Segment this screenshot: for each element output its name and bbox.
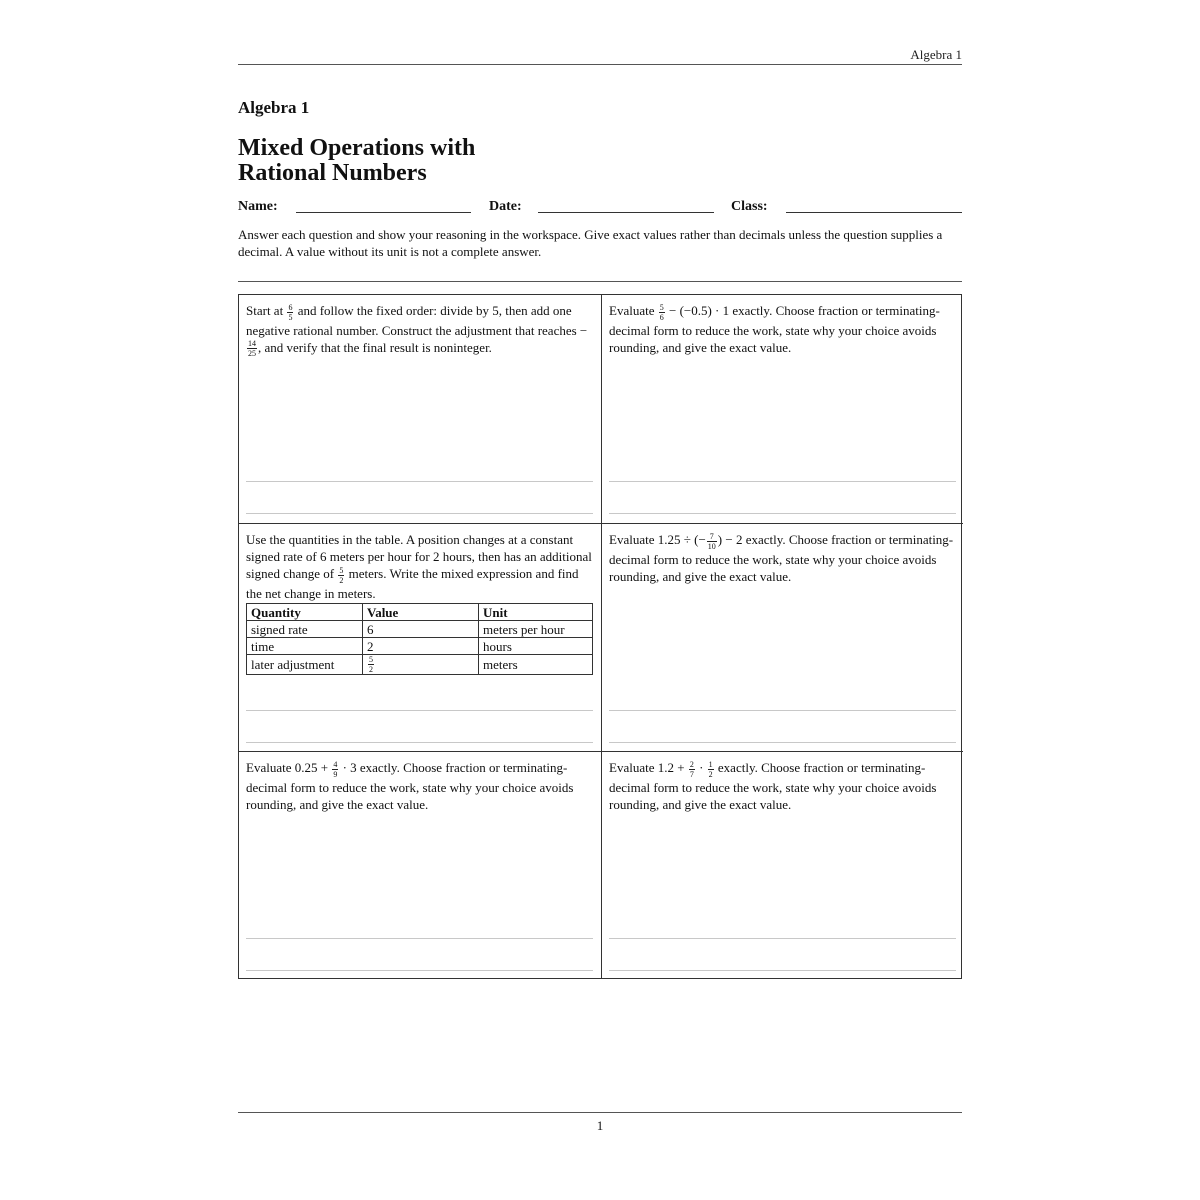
prompt-text: Evaluate [609,303,658,318]
question-cell-6 [601,751,963,979]
fraction-denominator: 9 [333,769,338,779]
prompt-text: ) − 2 exactly. Choose fraction or terminating-decimal form to reduce the work, state why your choice avoids rounding, and give the exact value. [609,532,954,584]
cell-quantity: signed rate [247,621,363,638]
prompt-text: Evaluate 1.2 + [609,760,688,775]
question-prompt-4 [609,531,957,585]
fraction-numerator: 14 [248,339,256,349]
prompt-text: · [695,760,707,775]
cell-quantity: time [247,638,363,655]
name-label: Name: [238,199,278,214]
table-row [247,655,593,675]
date-label: Date: [489,199,522,214]
fraction [689,760,695,779]
footer-rule [238,1112,962,1113]
answer-line[interactable] [246,513,593,514]
answer-line[interactable] [609,970,956,971]
fraction-numerator: 1 [708,759,713,769]
header-rule [238,64,962,65]
quantity-table [246,603,593,675]
fraction-denominator: 7 [689,769,694,779]
answer-line[interactable] [609,481,956,482]
prompt-text: meters. Write the mixed expression and find the net change in meters. [246,566,579,601]
question-prompt-2 [609,302,957,356]
fraction [332,760,338,779]
cell-unit: meters [479,655,593,675]
fraction-numerator: 7 [707,532,717,542]
table-row [247,621,593,638]
instructions: Answer each question and show your reasoning in the workspace. Give exact values rather than decimals unless the question supplies a decimal. A value without its unit is not a complete answer. [238,227,943,259]
prompt-text: − (−0.5) · 1 exactly. Choose fraction or terminating-decimal form to reduce the work, state why your choice avoids rounding, and give the exact value. [609,303,940,355]
table-row [247,638,593,655]
section-rule [238,281,962,282]
question-cell-5 [239,751,601,979]
cell-value: 2 [363,638,479,655]
table-header-row [247,604,593,621]
answer-line[interactable] [609,513,956,514]
prompt-text: exactly. Choose fraction or terminating-decimal form to reduce the work, state why your choice avoids rounding, and give the exact value. [609,760,937,812]
fraction-denominator: 5 [288,312,293,322]
name-field[interactable] [296,212,471,213]
fraction-denominator: 25 [248,349,256,359]
cell-unit: hours [479,638,593,655]
question-prompt-6 [609,759,957,813]
prompt-text: Evaluate 1.25 ÷ (− [609,532,706,547]
fraction [338,566,344,585]
fraction-denominator: 10 [707,541,716,551]
answer-line[interactable] [246,481,593,482]
fraction [707,532,717,551]
fraction-denominator: 2 [369,665,373,674]
fraction [287,303,293,322]
fraction-numerator: 6 [288,302,293,312]
fraction-numerator: 2 [689,759,694,769]
fraction-denominator: 2 [708,769,713,779]
question-cell-1 [239,295,601,523]
answer-line[interactable] [246,710,593,711]
question-prompt-3 [246,531,594,602]
question-grid [238,294,962,979]
fraction [659,303,665,322]
answer-line[interactable] [609,710,956,711]
running-head: Algebra 1 [910,47,962,62]
answer-line[interactable] [609,938,956,939]
prompt-text: Start at [246,303,287,318]
fraction-numerator: 4 [333,759,338,769]
cell-value [363,655,479,675]
answer-line[interactable] [246,938,593,939]
fraction-denominator: 6 [659,312,664,322]
class-field[interactable] [786,212,962,213]
prompt-text: Use the quantities in the table. A position changes at a constant signed rate of 6 meters per hour for 2 hours, then has an additional signed change of [246,532,592,581]
cell-unit: meters per hour [479,621,593,638]
column-header-quantity: Quantity [247,604,363,621]
question-prompt-1 [246,302,594,358]
prompt-text: , and verify that the final result is noninteger. [258,339,492,355]
title-line-2: Rational Numbers [238,160,427,186]
fraction [368,655,374,674]
cell-quantity: later adjustment [247,655,363,675]
answer-line[interactable] [246,970,593,971]
answer-line[interactable] [609,742,956,743]
column-header-value: Value [363,604,479,621]
prompt-text: · 3 exactly. Choose fraction or terminating-decimal form to reduce the work, state why your choice avoids rounding, and give the exact value. [246,760,574,812]
fraction-numerator: 5 [659,302,664,312]
course-heading: Algebra 1 [238,98,310,117]
question-prompt-5 [246,759,594,813]
answer-line[interactable] [246,742,593,743]
fraction [247,339,257,358]
prompt-text: and follow the fixed order: divide by 5, then add one negative rational number. Construct the adjustment that reaches − [246,303,588,338]
cell-value: 6 [363,621,479,638]
column-header-unit: Unit [479,604,593,621]
question-cell-2 [601,295,963,523]
fraction-numerator: 5 [369,655,373,664]
worksheet-title [238,136,598,186]
worksheet-page [238,0,962,1200]
fraction [708,760,714,779]
date-field[interactable] [538,212,714,213]
prompt-text: Evaluate 0.25 + [246,760,332,775]
student-info-row [238,199,962,219]
class-label: Class: [731,199,768,214]
title-line-1: Mixed Operations with [238,135,476,161]
fraction-numerator: 5 [339,565,344,575]
fraction-denominator: 2 [339,575,344,585]
page-number: 1 [596,1118,604,1133]
question-cell-4 [601,523,963,751]
